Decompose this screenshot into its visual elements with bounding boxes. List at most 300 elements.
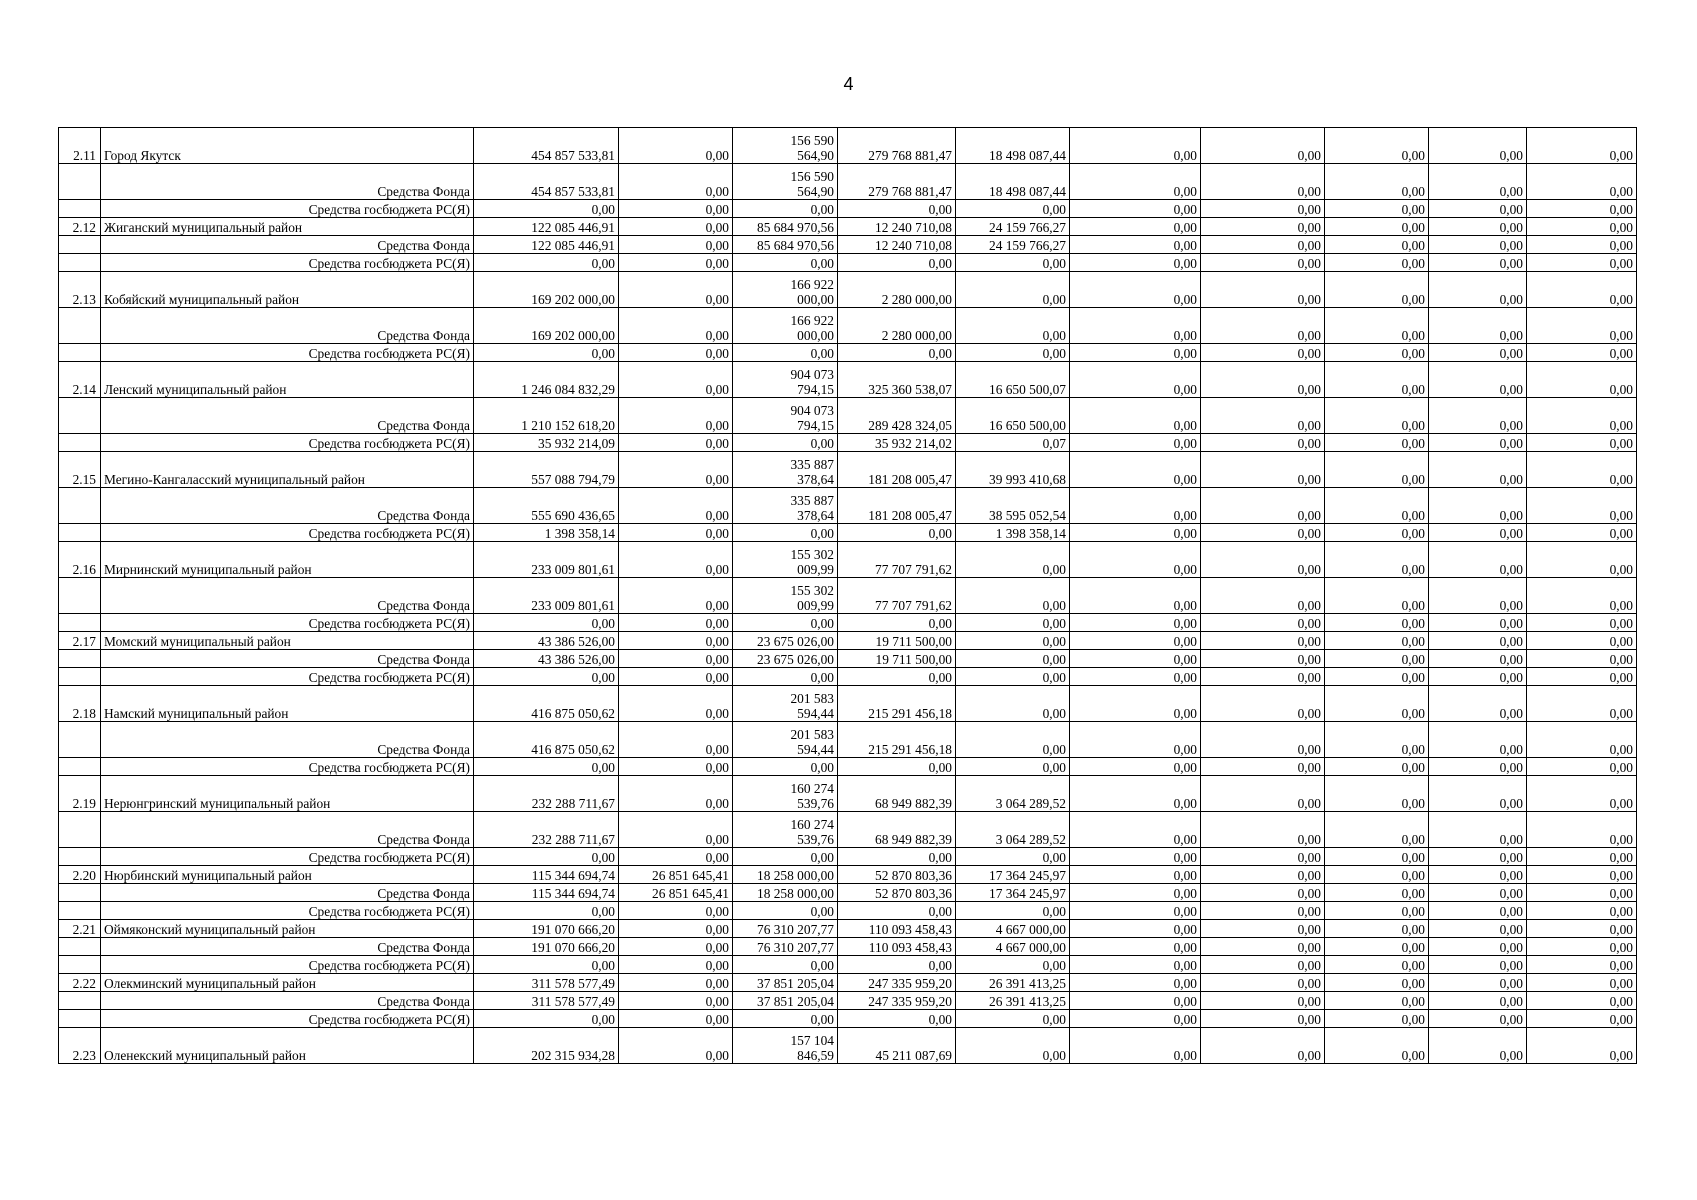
row-index	[59, 614, 101, 632]
value-cell-col-2: 0,00	[619, 614, 733, 632]
value-cell-col-9: 0,00	[1429, 128, 1527, 164]
value-cell-col-7: 0,00	[1201, 650, 1325, 668]
value-cell-col-8: 0,00	[1325, 1028, 1429, 1064]
value-cell-col-5: 0,00	[956, 344, 1070, 362]
value-cell-col-6: 0,00	[1070, 884, 1201, 902]
value-cell-col-3: 904 073 794,15	[733, 362, 838, 398]
value-cell-col-8: 0,00	[1325, 614, 1429, 632]
value-cell-col-6: 0,00	[1070, 164, 1201, 200]
value-cell-col-3: 166 922 000,00	[733, 272, 838, 308]
value-cell-col-9: 0,00	[1429, 200, 1527, 218]
value-cell-col-1: 232 288 711,67	[474, 812, 619, 848]
value-cell-col-3: 166 922 000,00	[733, 308, 838, 344]
value-cell-col-5: 39 993 410,68	[956, 452, 1070, 488]
value-cell-col-6: 0,00	[1070, 974, 1201, 992]
value-cell-col-9: 0,00	[1429, 902, 1527, 920]
value-cell-col-8: 0,00	[1325, 1010, 1429, 1028]
value-cell-col-9: 0,00	[1429, 974, 1527, 992]
value-cell-col-10: 0,00	[1527, 200, 1637, 218]
value-cell-col-9: 0,00	[1429, 488, 1527, 524]
value-cell-col-4: 2 280 000,00	[838, 308, 956, 344]
value-cell-col-6: 0,00	[1070, 308, 1201, 344]
value-cell-col-3: 160 274 539,76	[733, 776, 838, 812]
row-index	[59, 722, 101, 758]
value-cell-col-3: 0,00	[733, 956, 838, 974]
value-cell-col-2: 26 851 645,41	[619, 866, 733, 884]
value-cell-col-5: 26 391 413,25	[956, 992, 1070, 1010]
value-cell-col-3: 0,00	[733, 434, 838, 452]
value-cell-col-8: 0,00	[1325, 902, 1429, 920]
value-cell-col-6: 0,00	[1070, 668, 1201, 686]
row-index	[59, 398, 101, 434]
value-cell-col-1: 311 578 577,49	[474, 992, 619, 1010]
value-cell-col-1: 0,00	[474, 254, 619, 272]
value-cell-col-2: 0,00	[619, 848, 733, 866]
table-row-district	[59, 128, 1637, 164]
funding-source-name: Средства госбюджета РС(Я)	[101, 668, 474, 686]
value-cell-col-2: 0,00	[619, 956, 733, 974]
value-cell-col-9: 0,00	[1429, 218, 1527, 236]
funding-source-name: Средства Фонда	[101, 236, 474, 254]
value-cell-col-6: 0,00	[1070, 938, 1201, 956]
table-row-district	[59, 542, 1637, 578]
value-cell-col-1: 169 202 000,00	[474, 308, 619, 344]
value-cell-col-2: 0,00	[619, 452, 733, 488]
value-cell-col-1: 191 070 666,20	[474, 920, 619, 938]
row-index: 2.16	[59, 542, 101, 578]
row-index	[59, 902, 101, 920]
district-name: Нюрбинский муниципальный район	[101, 866, 474, 884]
value-cell-col-8: 0,00	[1325, 686, 1429, 722]
table-row-district	[59, 272, 1637, 308]
value-cell-col-6: 0,00	[1070, 362, 1201, 398]
value-cell-col-4: 215 291 456,18	[838, 722, 956, 758]
value-cell-col-4: 77 707 791,62	[838, 578, 956, 614]
value-cell-col-5: 16 650 500,00	[956, 398, 1070, 434]
value-cell-col-7: 0,00	[1201, 272, 1325, 308]
value-cell-col-7: 0,00	[1201, 308, 1325, 344]
value-cell-col-2: 0,00	[619, 578, 733, 614]
table-row-source	[59, 434, 1637, 452]
value-cell-col-1: 232 288 711,67	[474, 776, 619, 812]
value-cell-col-8: 0,00	[1325, 758, 1429, 776]
value-cell-col-6: 0,00	[1070, 128, 1201, 164]
value-cell-col-6: 0,00	[1070, 722, 1201, 758]
value-cell-col-6: 0,00	[1070, 452, 1201, 488]
value-cell-col-5: 24 159 766,27	[956, 218, 1070, 236]
value-cell-col-7: 0,00	[1201, 722, 1325, 758]
value-cell-col-9: 0,00	[1429, 272, 1527, 308]
value-cell-col-10: 0,00	[1527, 1010, 1637, 1028]
value-cell-col-4: 68 949 882,39	[838, 776, 956, 812]
value-cell-col-4: 0,00	[838, 902, 956, 920]
value-cell-col-6: 0,00	[1070, 542, 1201, 578]
value-cell-col-10: 0,00	[1527, 578, 1637, 614]
table-row-source	[59, 614, 1637, 632]
row-index	[59, 200, 101, 218]
value-cell-col-6: 0,00	[1070, 218, 1201, 236]
value-cell-col-5: 17 364 245,97	[956, 884, 1070, 902]
value-cell-col-6: 0,00	[1070, 434, 1201, 452]
funding-source-name: Средства госбюджета РС(Я)	[101, 524, 474, 542]
value-cell-col-5: 38 595 052,54	[956, 488, 1070, 524]
value-cell-col-4: 110 093 458,43	[838, 920, 956, 938]
value-cell-col-9: 0,00	[1429, 866, 1527, 884]
value-cell-col-10: 0,00	[1527, 362, 1637, 398]
value-cell-col-6: 0,00	[1070, 200, 1201, 218]
value-cell-col-3: 335 887 378,64	[733, 452, 838, 488]
value-cell-col-8: 0,00	[1325, 434, 1429, 452]
value-cell-col-9: 0,00	[1429, 164, 1527, 200]
value-cell-col-1: 169 202 000,00	[474, 272, 619, 308]
value-cell-col-4: 247 335 959,20	[838, 974, 956, 992]
table-row-district	[59, 452, 1637, 488]
row-index: 2.19	[59, 776, 101, 812]
value-cell-col-2: 0,00	[619, 938, 733, 956]
value-cell-col-3: 0,00	[733, 848, 838, 866]
row-index: 2.13	[59, 272, 101, 308]
row-index	[59, 308, 101, 344]
value-cell-col-9: 0,00	[1429, 668, 1527, 686]
value-cell-col-1: 555 690 436,65	[474, 488, 619, 524]
row-index	[59, 434, 101, 452]
value-cell-col-7: 0,00	[1201, 848, 1325, 866]
value-cell-col-3: 85 684 970,56	[733, 218, 838, 236]
value-cell-col-9: 0,00	[1429, 308, 1527, 344]
value-cell-col-2: 0,00	[619, 128, 733, 164]
value-cell-col-3: 155 302 009,99	[733, 542, 838, 578]
value-cell-col-2: 26 851 645,41	[619, 884, 733, 902]
value-cell-col-8: 0,00	[1325, 164, 1429, 200]
value-cell-col-8: 0,00	[1325, 344, 1429, 362]
value-cell-col-7: 0,00	[1201, 254, 1325, 272]
value-cell-col-2: 0,00	[619, 902, 733, 920]
value-cell-col-2: 0,00	[619, 362, 733, 398]
value-cell-col-3: 155 302 009,99	[733, 578, 838, 614]
table-row-source	[59, 236, 1637, 254]
value-cell-col-8: 0,00	[1325, 308, 1429, 344]
table-row-source	[59, 992, 1637, 1010]
table-row-source	[59, 164, 1637, 200]
value-cell-col-10: 0,00	[1527, 902, 1637, 920]
value-cell-col-10: 0,00	[1527, 992, 1637, 1010]
funding-source-name: Средства Фонда	[101, 722, 474, 758]
value-cell-col-6: 0,00	[1070, 398, 1201, 434]
row-index	[59, 488, 101, 524]
value-cell-col-4: 289 428 324,05	[838, 398, 956, 434]
value-cell-col-4: 0,00	[838, 956, 956, 974]
value-cell-col-7: 0,00	[1201, 866, 1325, 884]
value-cell-col-5: 16 650 500,07	[956, 362, 1070, 398]
value-cell-col-2: 0,00	[619, 812, 733, 848]
value-cell-col-6: 0,00	[1070, 686, 1201, 722]
value-cell-col-1: 0,00	[474, 758, 619, 776]
value-cell-col-2: 0,00	[619, 758, 733, 776]
value-cell-col-4: 279 768 881,47	[838, 128, 956, 164]
table-row-source	[59, 812, 1637, 848]
value-cell-col-5: 0,00	[956, 956, 1070, 974]
value-cell-col-10: 0,00	[1527, 236, 1637, 254]
value-cell-col-1: 233 009 801,61	[474, 542, 619, 578]
value-cell-col-5: 0,00	[956, 632, 1070, 650]
value-cell-col-1: 0,00	[474, 614, 619, 632]
row-index	[59, 650, 101, 668]
row-index: 2.12	[59, 218, 101, 236]
value-cell-col-6: 0,00	[1070, 344, 1201, 362]
district-name: Жиганский муниципальный район	[101, 218, 474, 236]
value-cell-col-7: 0,00	[1201, 452, 1325, 488]
value-cell-col-2: 0,00	[619, 1010, 733, 1028]
row-index: 2.18	[59, 686, 101, 722]
value-cell-col-10: 0,00	[1527, 938, 1637, 956]
district-name: Ленский муниципальный район	[101, 362, 474, 398]
value-cell-col-10: 0,00	[1527, 866, 1637, 884]
value-cell-col-2: 0,00	[619, 272, 733, 308]
row-index	[59, 578, 101, 614]
value-cell-col-7: 0,00	[1201, 758, 1325, 776]
funding-source-name: Средства Фонда	[101, 308, 474, 344]
value-cell-col-10: 0,00	[1527, 920, 1637, 938]
table-row-source	[59, 848, 1637, 866]
funding-source-name: Средства госбюджета РС(Я)	[101, 200, 474, 218]
row-index	[59, 1010, 101, 1028]
value-cell-col-6: 0,00	[1070, 236, 1201, 254]
value-cell-col-3: 335 887 378,64	[733, 488, 838, 524]
value-cell-col-10: 0,00	[1527, 164, 1637, 200]
table-row-district	[59, 974, 1637, 992]
table-row-source	[59, 488, 1637, 524]
value-cell-col-10: 0,00	[1527, 722, 1637, 758]
value-cell-col-3: 37 851 205,04	[733, 974, 838, 992]
table-row-source	[59, 1010, 1637, 1028]
value-cell-col-1: 0,00	[474, 1010, 619, 1028]
value-cell-col-8: 0,00	[1325, 524, 1429, 542]
value-cell-col-5: 17 364 245,97	[956, 866, 1070, 884]
value-cell-col-7: 0,00	[1201, 776, 1325, 812]
value-cell-col-8: 0,00	[1325, 398, 1429, 434]
value-cell-col-8: 0,00	[1325, 668, 1429, 686]
value-cell-col-1: 1 246 084 832,29	[474, 362, 619, 398]
value-cell-col-4: 2 280 000,00	[838, 272, 956, 308]
value-cell-col-3: 76 310 207,77	[733, 920, 838, 938]
value-cell-col-10: 0,00	[1527, 614, 1637, 632]
table-row-district	[59, 362, 1637, 398]
table-row-source	[59, 884, 1637, 902]
row-index: 2.22	[59, 974, 101, 992]
value-cell-col-2: 0,00	[619, 776, 733, 812]
row-index: 2.14	[59, 362, 101, 398]
value-cell-col-1: 191 070 666,20	[474, 938, 619, 956]
value-cell-col-10: 0,00	[1527, 956, 1637, 974]
value-cell-col-9: 0,00	[1429, 398, 1527, 434]
district-name: Кобяйский муниципальный район	[101, 272, 474, 308]
row-index	[59, 236, 101, 254]
value-cell-col-7: 0,00	[1201, 992, 1325, 1010]
value-cell-col-10: 0,00	[1527, 524, 1637, 542]
page-number: 4	[843, 74, 854, 94]
value-cell-col-3: 156 590 564,90	[733, 128, 838, 164]
value-cell-col-9: 0,00	[1429, 650, 1527, 668]
value-cell-col-5: 0,00	[956, 758, 1070, 776]
row-index	[59, 812, 101, 848]
value-cell-col-2: 0,00	[619, 164, 733, 200]
funding-source-name: Средства госбюджета РС(Я)	[101, 758, 474, 776]
table-row-source	[59, 524, 1637, 542]
value-cell-col-5: 0,00	[956, 614, 1070, 632]
value-cell-col-4: 68 949 882,39	[838, 812, 956, 848]
value-cell-col-8: 0,00	[1325, 722, 1429, 758]
value-cell-col-5: 0,00	[956, 848, 1070, 866]
table-row-source	[59, 668, 1637, 686]
value-cell-col-9: 0,00	[1429, 542, 1527, 578]
district-name: Город Якутск	[101, 128, 474, 164]
value-cell-col-9: 0,00	[1429, 254, 1527, 272]
funding-source-name: Средства Фонда	[101, 488, 474, 524]
value-cell-col-1: 115 344 694,74	[474, 884, 619, 902]
table-row-source	[59, 722, 1637, 758]
value-cell-col-7: 0,00	[1201, 524, 1325, 542]
value-cell-col-8: 0,00	[1325, 236, 1429, 254]
value-cell-col-9: 0,00	[1429, 776, 1527, 812]
value-cell-col-1: 416 875 050,62	[474, 722, 619, 758]
value-cell-col-1: 1 210 152 618,20	[474, 398, 619, 434]
value-cell-col-1: 311 578 577,49	[474, 974, 619, 992]
row-index	[59, 758, 101, 776]
value-cell-col-7: 0,00	[1201, 362, 1325, 398]
value-cell-col-5: 18 498 087,44	[956, 128, 1070, 164]
value-cell-col-10: 0,00	[1527, 758, 1637, 776]
value-cell-col-9: 0,00	[1429, 236, 1527, 254]
funding-source-name: Средства Фонда	[101, 812, 474, 848]
value-cell-col-3: 23 675 026,00	[733, 632, 838, 650]
value-cell-col-4: 0,00	[838, 1010, 956, 1028]
value-cell-col-3: 37 851 205,04	[733, 992, 838, 1010]
value-cell-col-3: 201 583 594,44	[733, 686, 838, 722]
value-cell-col-7: 0,00	[1201, 956, 1325, 974]
table-row-district	[59, 866, 1637, 884]
value-cell-col-4: 52 870 803,36	[838, 866, 956, 884]
row-index	[59, 254, 101, 272]
district-name: Олекминский муниципальный район	[101, 974, 474, 992]
value-cell-col-2: 0,00	[619, 722, 733, 758]
value-cell-col-4: 247 335 959,20	[838, 992, 956, 1010]
value-cell-col-4: 181 208 005,47	[838, 488, 956, 524]
district-name: Мегино-Кангаласский муниципальный район	[101, 452, 474, 488]
value-cell-col-10: 0,00	[1527, 452, 1637, 488]
value-cell-col-9: 0,00	[1429, 524, 1527, 542]
table-row-district	[59, 686, 1637, 722]
value-cell-col-4: 0,00	[838, 524, 956, 542]
value-cell-col-7: 0,00	[1201, 920, 1325, 938]
value-cell-col-1: 43 386 526,00	[474, 650, 619, 668]
value-cell-col-1: 557 088 794,79	[474, 452, 619, 488]
value-cell-col-2: 0,00	[619, 686, 733, 722]
table-row-source	[59, 902, 1637, 920]
value-cell-col-6: 0,00	[1070, 524, 1201, 542]
table-row-source	[59, 200, 1637, 218]
table-row-district	[59, 1028, 1637, 1064]
value-cell-col-6: 0,00	[1070, 758, 1201, 776]
funding-source-name: Средства госбюджета РС(Я)	[101, 344, 474, 362]
value-cell-col-8: 0,00	[1325, 812, 1429, 848]
value-cell-col-4: 0,00	[838, 614, 956, 632]
funding-source-name: Средства госбюджета РС(Я)	[101, 1010, 474, 1028]
value-cell-col-5: 0,00	[956, 272, 1070, 308]
table-row-source	[59, 758, 1637, 776]
value-cell-col-10: 0,00	[1527, 650, 1637, 668]
value-cell-col-5: 0,00	[956, 542, 1070, 578]
value-cell-col-4: 52 870 803,36	[838, 884, 956, 902]
value-cell-col-6: 0,00	[1070, 254, 1201, 272]
value-cell-col-7: 0,00	[1201, 1028, 1325, 1064]
value-cell-col-4: 12 240 710,08	[838, 218, 956, 236]
value-cell-col-9: 0,00	[1429, 686, 1527, 722]
value-cell-col-2: 0,00	[619, 1028, 733, 1064]
funding-source-name: Средства Фонда	[101, 398, 474, 434]
value-cell-col-6: 0,00	[1070, 992, 1201, 1010]
value-cell-col-4: 0,00	[838, 668, 956, 686]
value-cell-col-6: 0,00	[1070, 920, 1201, 938]
value-cell-col-2: 0,00	[619, 200, 733, 218]
value-cell-col-10: 0,00	[1527, 974, 1637, 992]
value-cell-col-2: 0,00	[619, 488, 733, 524]
value-cell-col-5: 0,00	[956, 902, 1070, 920]
row-index: 2.21	[59, 920, 101, 938]
value-cell-col-7: 0,00	[1201, 1010, 1325, 1028]
value-cell-col-5: 0,00	[956, 308, 1070, 344]
table-row-source	[59, 578, 1637, 614]
value-cell-col-10: 0,00	[1527, 488, 1637, 524]
table-row-district	[59, 218, 1637, 236]
row-index	[59, 956, 101, 974]
value-cell-col-2: 0,00	[619, 236, 733, 254]
row-index: 2.23	[59, 1028, 101, 1064]
funding-source-name: Средства госбюджета РС(Я)	[101, 902, 474, 920]
value-cell-col-8: 0,00	[1325, 128, 1429, 164]
value-cell-col-10: 0,00	[1527, 272, 1637, 308]
value-cell-col-2: 0,00	[619, 434, 733, 452]
value-cell-col-3: 0,00	[733, 614, 838, 632]
value-cell-col-8: 0,00	[1325, 956, 1429, 974]
district-name: Нерюнгринский муниципальный район	[101, 776, 474, 812]
table-row-source	[59, 344, 1637, 362]
funding-source-name: Средства Фонда	[101, 650, 474, 668]
value-cell-col-3: 23 675 026,00	[733, 650, 838, 668]
value-cell-col-8: 0,00	[1325, 272, 1429, 308]
value-cell-col-10: 0,00	[1527, 128, 1637, 164]
value-cell-col-2: 0,00	[619, 254, 733, 272]
value-cell-col-8: 0,00	[1325, 650, 1429, 668]
value-cell-col-1: 454 857 533,81	[474, 164, 619, 200]
value-cell-col-10: 0,00	[1527, 308, 1637, 344]
value-cell-col-5: 24 159 766,27	[956, 236, 1070, 254]
value-cell-col-8: 0,00	[1325, 884, 1429, 902]
row-index	[59, 668, 101, 686]
value-cell-col-8: 0,00	[1325, 452, 1429, 488]
funding-source-name: Средства госбюджета РС(Я)	[101, 254, 474, 272]
value-cell-col-7: 0,00	[1201, 164, 1325, 200]
table-row-source	[59, 254, 1637, 272]
value-cell-col-8: 0,00	[1325, 776, 1429, 812]
value-cell-col-4: 325 360 538,07	[838, 362, 956, 398]
value-cell-col-9: 0,00	[1429, 362, 1527, 398]
value-cell-col-3: 76 310 207,77	[733, 938, 838, 956]
value-cell-col-3: 0,00	[733, 344, 838, 362]
value-cell-col-3: 201 583 594,44	[733, 722, 838, 758]
value-cell-col-5: 0,00	[956, 668, 1070, 686]
value-cell-col-9: 0,00	[1429, 938, 1527, 956]
value-cell-col-4: 0,00	[838, 848, 956, 866]
